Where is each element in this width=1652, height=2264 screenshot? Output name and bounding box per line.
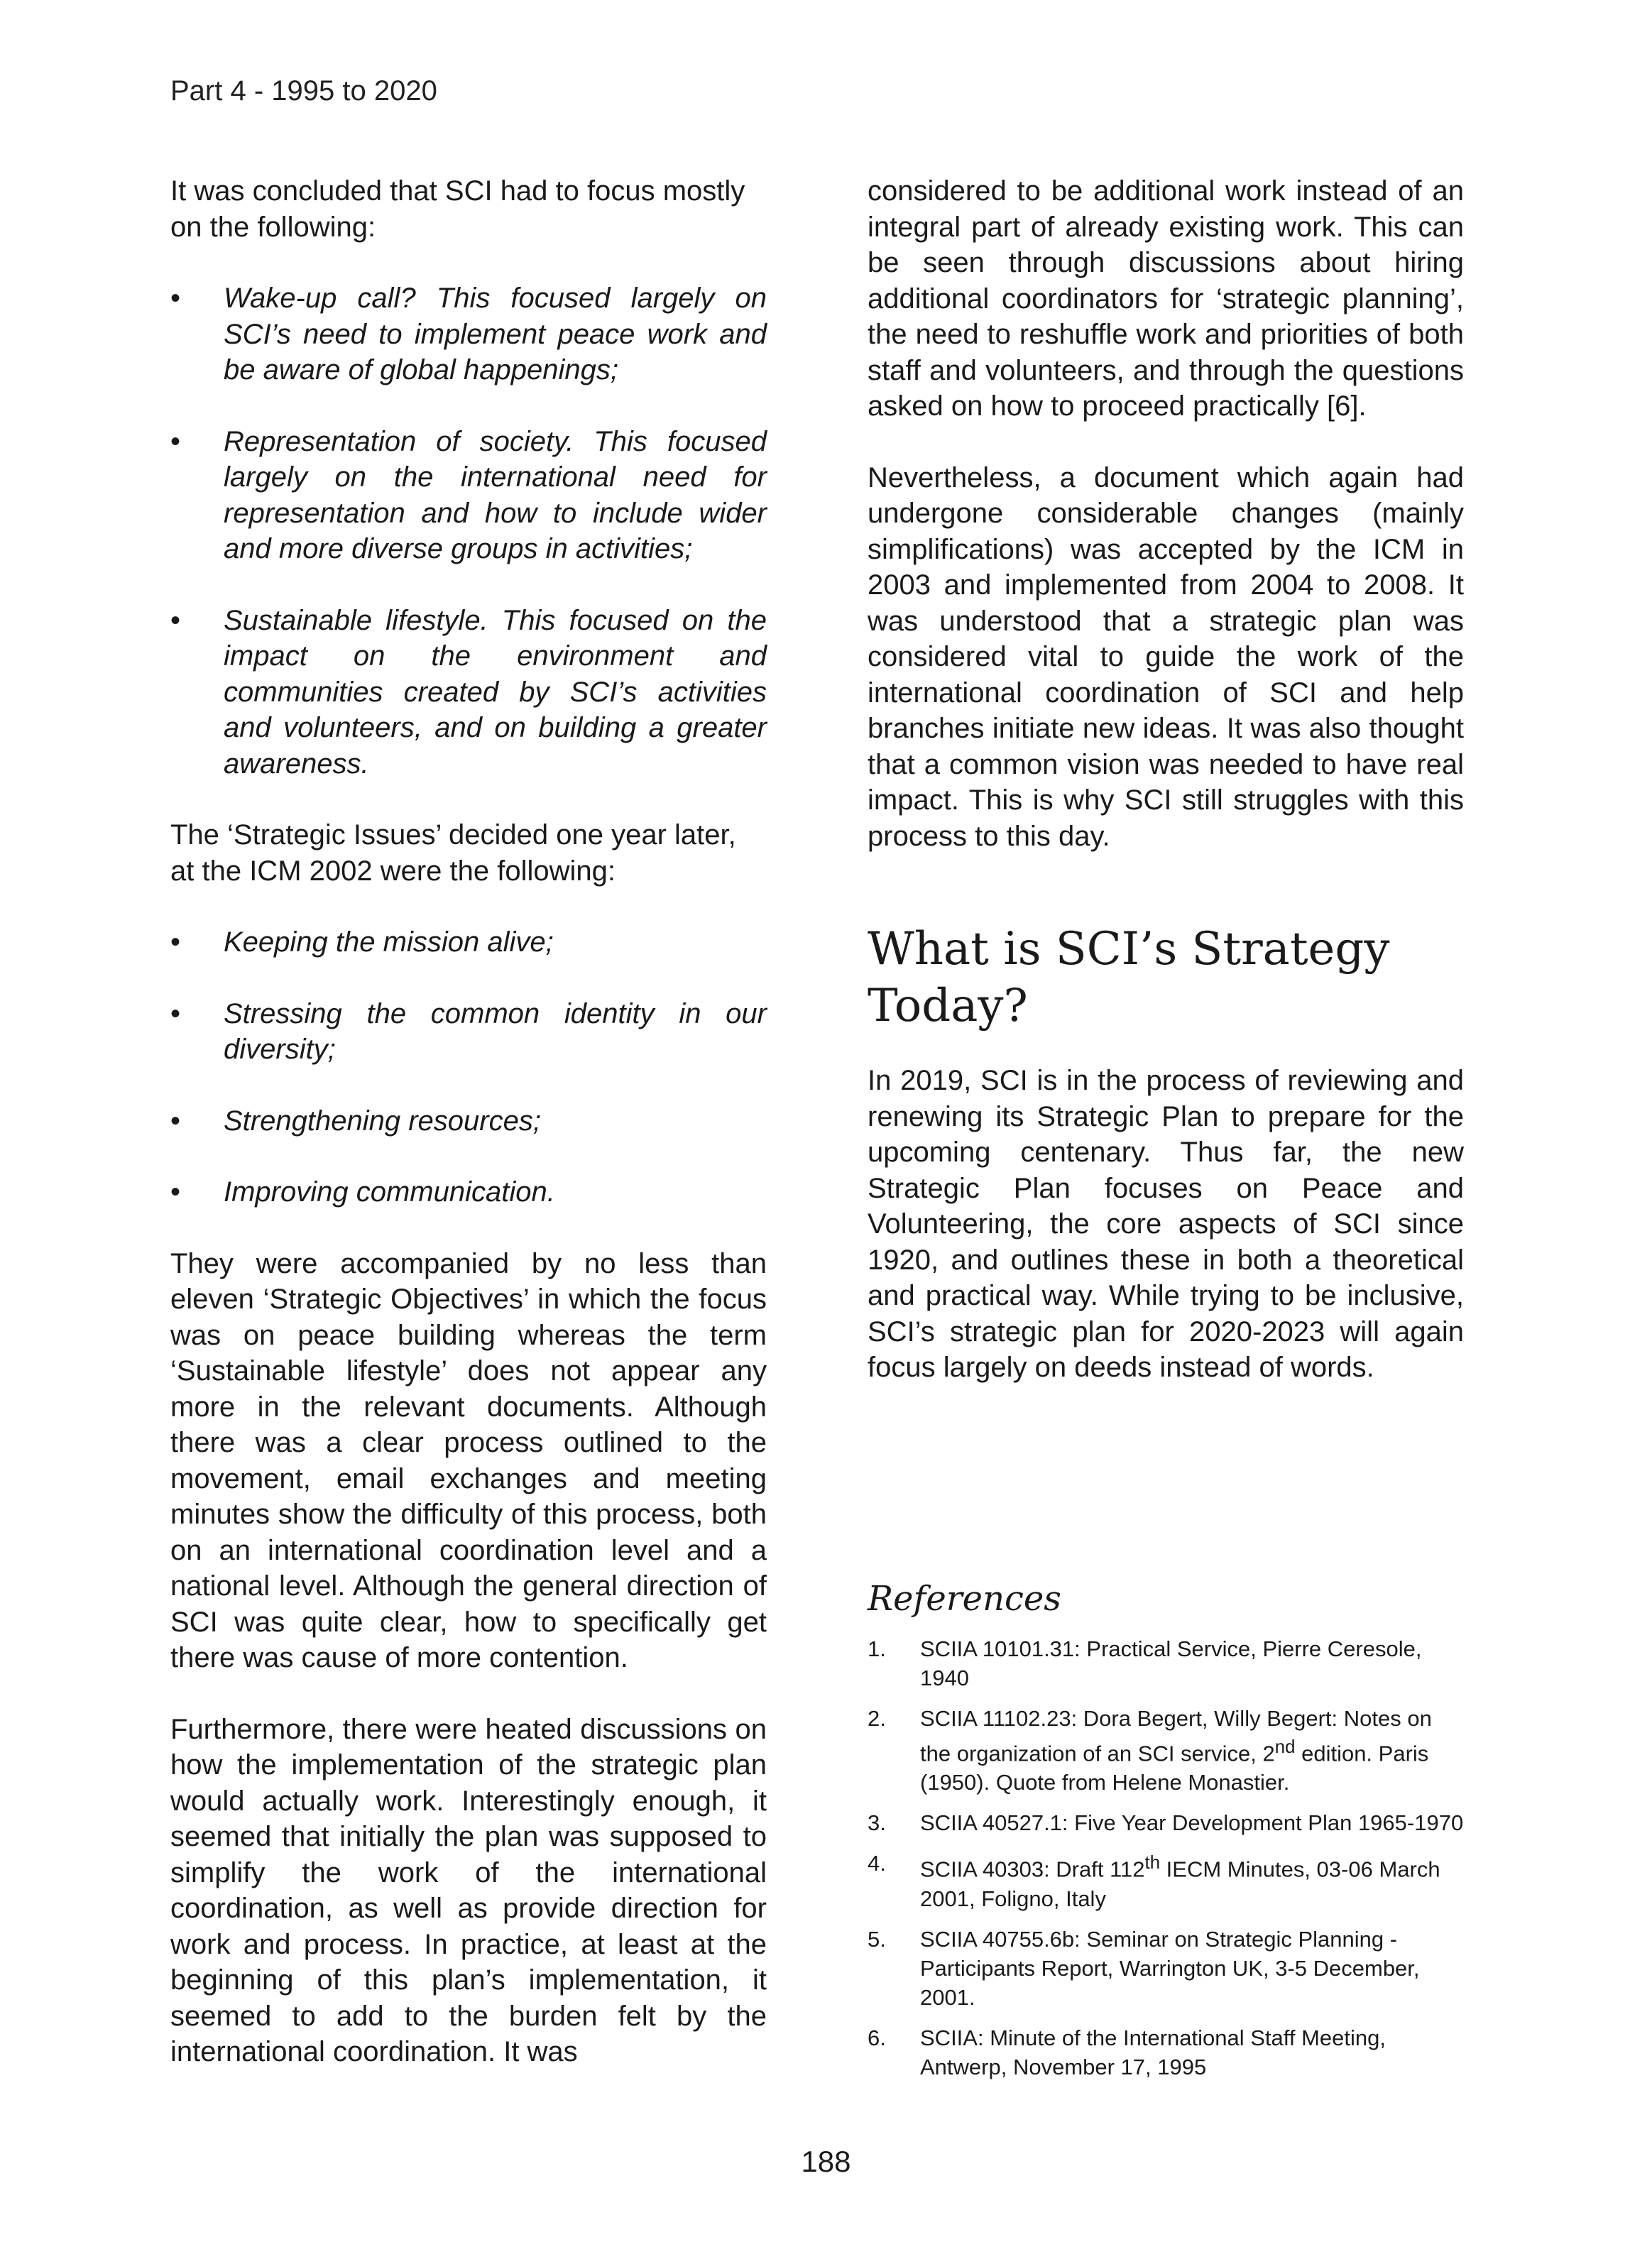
list-item: • Strengthening resources; [170,1103,767,1139]
nevertheless-paragraph: Nevertheless, a document which again had undergone considerable changes (mainly simplifications) was accepted by the ICM in 2003 and implemented from 2004 to 2008. It was understood that a strategic plan was considered vital to guide the work of the international coordination of SCI and help branches initiate new ideas. It was also thought that a common vision was needed to have real impact. This is why SCI still struggles with this process to this day. [868,461,1464,852]
list-item: • Improving communication. [170,1174,767,1210]
list-item: • Representation of society. This focused largely on the international need for representation and how to include wider and more diverse groups in activities; [170,424,767,567]
bullet-icon: • [170,997,181,1029]
references-section [868,1577,1464,2093]
reference-item: 4. SCIIA 40303: Draft 112th IECM Minutes, 03-06 March 2001, Foligno, Italy [868,1851,1440,1911]
running-head: Part 4 - 1995 to 2020 [170,75,437,106]
list-item: • Wake-up call? This focused largely on SCI’s need to implement peace work and be aware of global happenings; [170,280,767,388]
page-number: 188 [801,2145,851,2178]
left-column [170,173,767,2106]
furthermore-paragraph: Furthermore, there were heated discussions on how the implementation of the strategic plan would actually work. Interestingly enough, it seemed that initially the plan was supposed to simplify the work of the international coordination, as well as provide direction for work and process. In practice, at least at the beginning of this plan’s implementation, it seemed to add to the burden felt by the international coordination. It was [170,1713,767,2067]
reference-item: 3. SCIIA 40527.1: Five Year Development Plan 1965-1970 [868,1810,1464,1836]
list-item: • Stressing the common identity in our diversity; [170,996,767,1068]
bullet-icon: • [170,425,181,457]
intro-paragraph: It was concluded that SCI had to focus mostly on the following: [170,175,745,243]
strategic-issues-intro: The ‘Strategic Issues’ decided one year later, at the ICM 2002 were the following: [170,819,736,887]
focus-list [170,280,767,782]
reference-item: 6. SCIIA: Minute of the International Staff Meeting, Antwerp, November 17, 1995 [868,2025,1386,2079]
bullet-icon: • [170,1176,181,1208]
section-heading: What is SCI’s Strategy Today? [868,923,1390,1032]
bullet-icon: • [170,926,181,958]
objectives-paragraph: They were accompanied by no less than eleven ‘Strategic Objectives’ in which the focus was on peace building whereas the term ‘Sustainable lifestyle’ does not appear any more in the relevant documents. Although there was a clear process outlined to the movement, email exchanges and meeting minutes show the difficulty of this process, both on an international coordination level and a national level. Although the general direction of SCI was quite clear, how to specifically get there was cause of more contention. [170,1247,767,1673]
strategy-2019-paragraph: In 2019, SCI is in the process of reviewing and renewing its Strategic Plan to prepare for the upcoming centenary. Thus far, the new Strategic Plan focuses on Peace and Volunteering, the core aspects of SCI since 1920, and outlines these in both a theoretical and practical way. While trying to be inclusive, SCI’s strategic plan for 2020-2023 will again focus largely on deeds instead of words. [868,1065,1464,1383]
continued-paragraph: considered to be additional work instead of an integral part of already existing work. This can be seen through discussions about hiring additional coordinators for ‘strategic planning’, the need to reshuffle work and priorities of both staff and volunteers, and through the questions asked on how to proceed practically [6]. [868,175,1464,422]
reference-item: 2. SCIIA 11102.23: Dora Begert, Willy Begert: Notes on the organization of an SCI service, 2nd edition. Paris (1950). Quote from Helene Monastier. [868,1706,1432,1795]
bullet-icon: • [170,604,181,636]
bullet-icon: • [170,283,181,314]
list-item: • Keeping the mission alive; [170,924,767,961]
superscript: th [1144,1853,1161,1874]
superscript: nd [1274,1737,1296,1757]
reference-item: 5. SCIIA 40755.6b: Seminar on Strategic Planning - Participants Report, Warrington UK, 3-5 December, 2001. [868,1926,1420,2010]
reference-item: 1. SCIIA 10101.31: Practical Service, Pierre Ceresole, 1940 [868,1636,1422,1690]
references-title: References [868,1579,1061,1619]
bullet-icon: • [170,1105,181,1137]
references-list [868,1634,1464,2082]
strategic-issues-list [170,924,767,1210]
right-column [868,173,1464,1421]
list-item: • Sustainable lifestyle. This focused on the impact on the environment and communities created by SCI’s activities and volunteers, and on building a greater awareness. [170,603,767,782]
